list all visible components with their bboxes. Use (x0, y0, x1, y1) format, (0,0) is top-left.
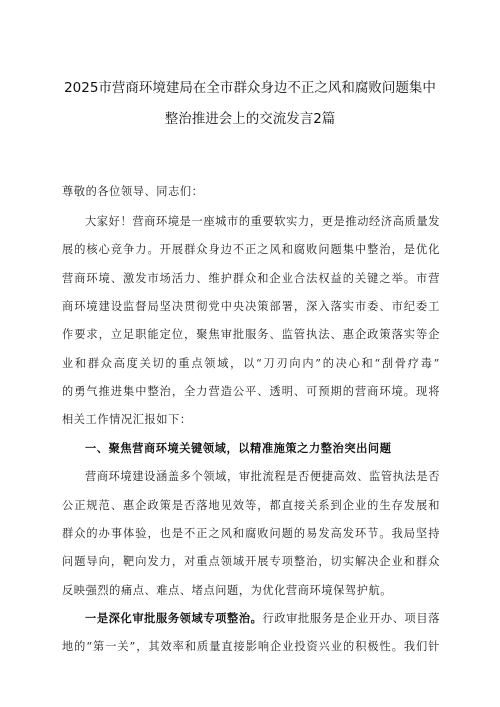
salutation: 尊敬的各位领导、同志们： (62, 185, 204, 198)
document-title-line-2: 整治推进会上的交流发言2篇 (164, 111, 336, 127)
para1-line: 营商环境、激发市场活力、维护群众和企业合法权益的关键之举。市营 (62, 272, 440, 285)
para1-line: 业和群众高度关切的重点领域，以“刀刃向内”的决心和“刮骨疗毒” (62, 357, 440, 370)
para2-line: 群众的办事体验，也是不正之风和腐败问题的易发高发环节。我局坚持 (62, 527, 440, 540)
section-heading-1: 一、聚焦营商环境关键领域，以精准施策之力整治突出问题 (85, 441, 392, 455)
para1-line: 大家好！营商环境是一座城市的重要软实力，更是推动经济高质量发 (85, 215, 440, 228)
para1-line: 商环境建设监督局坚决贯彻党中央决策部署，深入落实市委、市纪委工 (62, 300, 440, 313)
para1-line: 的勇气推进集中整治，全力营造公平、透明、可预期的营商环境。现将 (62, 385, 440, 398)
para3-line: 地的“第一关”，其效率和质量直接影响企业投资兴业的积极性。我们针 (62, 640, 440, 653)
para2-line: 公正规范、惠企政策是否落地见效等，都直接关系到企业的生存发展和 (62, 499, 440, 512)
para1-line: 作要求，立足职能定位，聚焦审批服务、监管执法、惠企政策落实等企 (62, 328, 440, 341)
para3-bold-lead: 一是深化审批服务领域专项整治。 (85, 611, 263, 625)
para3-line (62, 610, 440, 626)
para1-line: 展的核心竞争力。开展群众身边不正之风和腐败问题集中整治，是优化 (62, 243, 440, 256)
para3-rest: 行政审批服务是企业开办、项目落 (262, 612, 440, 625)
para2-line: 营商环境建设涵盖多个领域，审批流程是否便捷高效、监管执法是否 (85, 470, 440, 483)
para2-line: 问题导向，靶向发力，对重点领域开展专项整治，切实解决企业和群众 (62, 555, 440, 568)
para2-line: 反映强烈的痛点、难点、堵点问题，为优化营商环境保驾护航。 (62, 584, 393, 597)
document-title-line-1: 2025市营商环境建局在全市群众身边不正之风和腐败问题集中 (64, 80, 436, 96)
para1-line: 相关工作情况汇报如下： (62, 413, 192, 426)
